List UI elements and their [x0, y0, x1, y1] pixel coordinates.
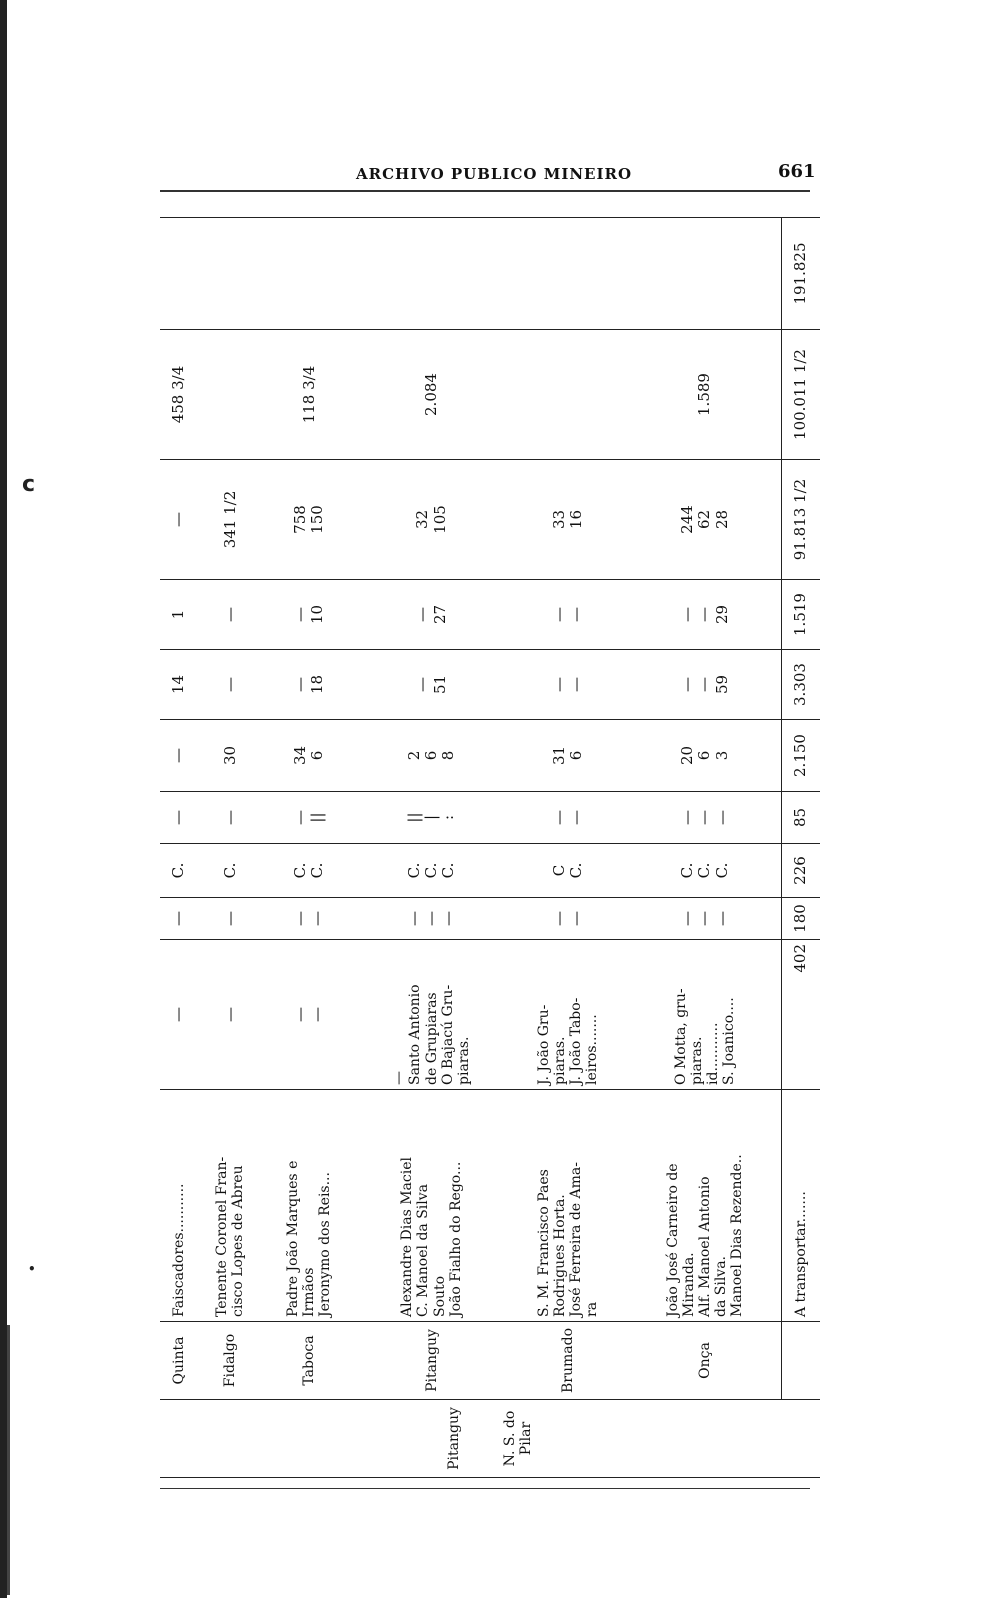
col-e-cell: 758 150	[263, 460, 356, 580]
location-cell: O Motta, gru- piaras. id........... S. Joanico....	[629, 940, 781, 1090]
place-cell-empty	[781, 1322, 820, 1400]
col-c-cell: 14	[160, 650, 198, 720]
col-a-cell: — —	[507, 792, 629, 844]
col-b-cell: —	[160, 720, 198, 792]
col-a-cell: — — —	[629, 792, 781, 844]
mining-table	[160, 217, 820, 1478]
col-e-cell: 32 105	[356, 460, 507, 580]
rotated-table	[160, 218, 820, 1478]
col-g-cell	[160, 218, 198, 330]
col-d-cell: 1	[160, 580, 198, 650]
owner-cell: Alexandre Dias Maciel C. Manoel da Silva Souto João Fialho do Rego...	[356, 1090, 507, 1322]
c-cell: C. C. C.	[629, 844, 781, 898]
table-row	[356, 218, 507, 1478]
col-f-cell: 2.084	[356, 330, 507, 460]
col-f-cell	[507, 330, 629, 460]
total-col-f: 100.011 1/2	[781, 330, 820, 460]
col-d-cell: — — 29	[629, 580, 781, 650]
table-row	[507, 218, 629, 1478]
running-title: ARCHIVO PUBLICO MINEIRO	[356, 165, 633, 183]
table-row	[198, 218, 263, 1478]
margin-mark-c: c	[22, 472, 36, 497]
col-g-cell	[629, 218, 781, 330]
col-c-cell: —	[198, 650, 263, 720]
place-cell: Brumado	[507, 1322, 629, 1400]
place-cell: Pitanguy	[356, 1322, 507, 1400]
col-b-cell: 2 6 8	[356, 720, 507, 792]
margin-dot: •	[28, 1262, 36, 1276]
col-b-cell: 30	[198, 720, 263, 792]
col-f-cell	[198, 330, 263, 460]
col-c-cell: — — 59	[629, 650, 781, 720]
table-row	[263, 218, 356, 1478]
place-cell: Quinta	[160, 1322, 198, 1400]
col-c-cell: — 18	[263, 650, 356, 720]
total-col-c: 3.303	[781, 650, 820, 720]
dash-cell: — — —	[356, 898, 507, 940]
col-d-cell: — 27	[356, 580, 507, 650]
district-pitanguy: Pitanguy	[445, 1407, 462, 1470]
total-col-a: 85	[781, 792, 820, 844]
col-g-cell	[356, 218, 507, 330]
col-a-cell: —	[198, 792, 263, 844]
col-c-cell: — 51	[356, 650, 507, 720]
total-col-b: 2.150	[781, 720, 820, 792]
dash-cell: —	[160, 898, 198, 940]
dash-cell: — —	[263, 898, 356, 940]
owner-cell: Tenente Coronel Fran- cisco Lopes de Abreu	[198, 1090, 263, 1322]
col-b-cell: 20 6 3	[629, 720, 781, 792]
totals-row	[781, 218, 820, 1478]
district-pilar: N. S. do Pilar	[501, 1410, 535, 1467]
col-b-cell: 34 6	[263, 720, 356, 792]
table-row	[629, 218, 781, 1478]
col-d-cell: — 10	[263, 580, 356, 650]
col-e-cell: 244 62 28	[629, 460, 781, 580]
place-cell: Onça	[629, 1322, 781, 1400]
total-c: 226	[781, 844, 820, 898]
col-g-cell	[198, 218, 263, 330]
col-f-cell: 1.589	[629, 330, 781, 460]
owner-cell: Padre João Marques e Irmãos Jeronymo dos Reis...	[263, 1090, 356, 1322]
location-cell: — Santo Antonio de Grupiaras O Bajacú Gru- piaras.	[356, 940, 507, 1090]
c-cell: C. C.	[263, 844, 356, 898]
place-cell: Fidalgo	[198, 1322, 263, 1400]
header-rule	[160, 190, 810, 192]
col-a-cell: —	[160, 792, 198, 844]
c-cell: C.	[198, 844, 263, 898]
total-col-g: 191.825	[781, 218, 820, 330]
district-cell	[160, 1400, 820, 1478]
page-number: 661	[778, 161, 816, 182]
dash-cell: —	[198, 898, 263, 940]
owner-cell: João José Carneiro de Miranda. Alf. Manoel Antonio da Silva. Manoel Dias Rezende..	[629, 1090, 781, 1322]
scan-edge-shadow	[7, 1325, 10, 1595]
total-col-e: 91.813 1/2	[781, 460, 820, 580]
col-g-cell	[263, 218, 356, 330]
col-g-cell	[507, 218, 629, 330]
bottom-rule	[160, 1488, 810, 1489]
c-cell: C. C. C.	[356, 844, 507, 898]
owner-cell: S. M. Francisco Paes Rodrigues Horta. José Ferreira de Ama- ra	[507, 1090, 629, 1322]
transport-label: A transportar.......	[781, 1090, 820, 1322]
location-cell: J. João Gru- piaras. J. João Tabo- leiros.......	[507, 940, 629, 1090]
rotated-table-wrapper	[160, 218, 820, 1478]
dash-cell: — — —	[629, 898, 781, 940]
total-location: 402	[781, 940, 820, 1090]
col-d-cell: — —	[507, 580, 629, 650]
table-row	[160, 218, 198, 1478]
c-cell: C.	[160, 844, 198, 898]
col-e-cell: 341 1/2	[198, 460, 263, 580]
place-cell: Taboca	[263, 1322, 356, 1400]
col-d-cell: —	[198, 580, 263, 650]
dash-cell: — —	[507, 898, 629, 940]
col-a-cell: — ||	[263, 792, 356, 844]
location-cell: — —	[263, 940, 356, 1090]
owner-cell: Faiscadores...........	[160, 1090, 198, 1322]
scan-edge	[0, 0, 7, 1598]
total-dash: 180	[781, 898, 820, 940]
col-c-cell: — —	[507, 650, 629, 720]
c-cell: C C.	[507, 844, 629, 898]
total-col-d: 1.519	[781, 580, 820, 650]
location-cell: —	[198, 940, 263, 1090]
col-a-cell: || | :	[356, 792, 507, 844]
col-e-cell: —	[160, 460, 198, 580]
col-e-cell: 33 16	[507, 460, 629, 580]
col-f-cell: 458 3/4	[160, 330, 198, 460]
col-b-cell: 31 6	[507, 720, 629, 792]
col-f-cell: 118 3/4	[263, 330, 356, 460]
location-cell: —	[160, 940, 198, 1090]
